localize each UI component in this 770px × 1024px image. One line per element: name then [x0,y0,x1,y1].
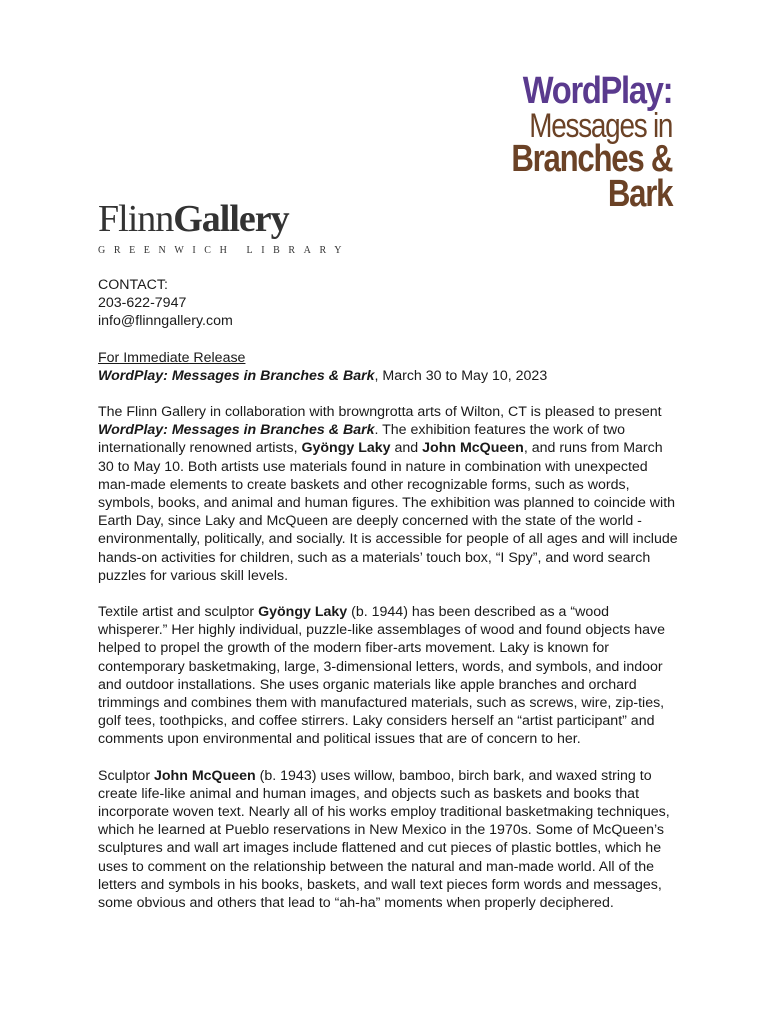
release-dates: , March 30 to May 10, 2023 [374,367,548,384]
logo-subtitle: GREENWICH LIBRARY [98,245,351,256]
para2-text-2: (b. 1944) has been described as a “wood whisperer.” Her highly individual, puzzle-like assemblages of wood and found objects have helped to propel the growth of the modern fiber-arts movement. Laky is known for contemporary basketmaking, large, 3-dimensional letters, words, and symbols, and indoor and outdoor installations. She uses organic materials like apple branches and orchard trimmings and combines them with manufactured materials, such as screws, wire, zip-ties, golf tees, toothpicks, and coffee stirrers. Laky considers herself an “artist participant” and comments upon environmental and political issues that are of concern to her. [98,604,666,748]
exhibition-title-line-4: Bark [607,173,672,215]
release-block [98,349,678,385]
contact-email: info@flinngallery.com [98,313,233,330]
para3-artist-mcqueen: John McQueen [154,767,256,784]
paragraph-mcqueen [98,767,678,913]
para2-artist-laky: Gyöngy Laky [258,604,348,621]
press-release-body [98,276,678,912]
logo-name-light: Flinn [98,198,174,240]
paragraph-intro [98,403,678,585]
logo-wordmark [98,200,350,238]
para2-text-1: Textile artist and sculptor [98,604,259,621]
exhibition-title-line-2: Messages in [529,107,672,145]
para1-artist-laky: Gyöngy Laky [301,440,391,457]
exhibition-title-line-1: WordPlay: [522,70,672,112]
release-label: For Immediate Release [98,349,246,366]
para1-text-4: , and runs from March 30 to May 10. Both artists use materials found in nature in combination with unexpected man-made elements to create baskets and other recognizable forms, such as words, symbols, books, and animal and human figures. The exhibition was planned to coincide with Earth Day, since Laky and McQueen are deeply concerned with the state of the world - environmentally, politically, and socially. It is accessible for people of all ages and will include hands-on activities for children, such as a materials’ touch box, “I Spy”, and word search puzzles for various skill levels. [98,440,678,584]
para1-artist-mcqueen: John McQueen [422,440,524,457]
contact-label: CONTACT: [98,277,168,293]
exhibition-title-block [476,72,672,213]
release-headline [98,367,678,385]
contact-phone: 203-622-7947 [98,295,187,312]
para1-text-2: . The exhibition features the work of two internationally renowned artists, [98,422,626,457]
para1-text-3: and [390,440,423,457]
exhibition-title-line-3: Branches & [511,138,672,180]
para3-text-1: Sculptor [98,767,154,784]
flinn-gallery-logo [98,200,350,256]
paragraph-laky [98,603,678,749]
para1-exhibit-title: WordPlay: Messages in Branches & Bark [98,422,375,439]
para1-text-1: The Flinn Gallery in collaboration with browngrotta arts of Wilton, CT is pleased to present [98,404,662,421]
release-title: WordPlay: Messages in Branches & Bark [98,367,375,384]
contact-block [98,276,678,331]
para3-text-2: (b. 1943) uses willow, bamboo, birch bark, and waxed string to create life-like animal and human images, and objects such as baskets and books that incorporate woven text. Nearly all of his works employ traditional basketmaking techniques, which he learned at Pueblo reservations in New Mexico in the 1970s. Some of McQueen’s sculptures and wall art images include flattened and cut pieces of plastic bottles, which he uses to comment on the relationship between the natural and man-made world. All of the letters and symbols in his books, baskets, and wall text pieces form words and messages, some obvious and others that lead to “ah-ha” moments when properly deciphered. [98,767,670,912]
logo-name-bold: Gallery [173,198,289,240]
